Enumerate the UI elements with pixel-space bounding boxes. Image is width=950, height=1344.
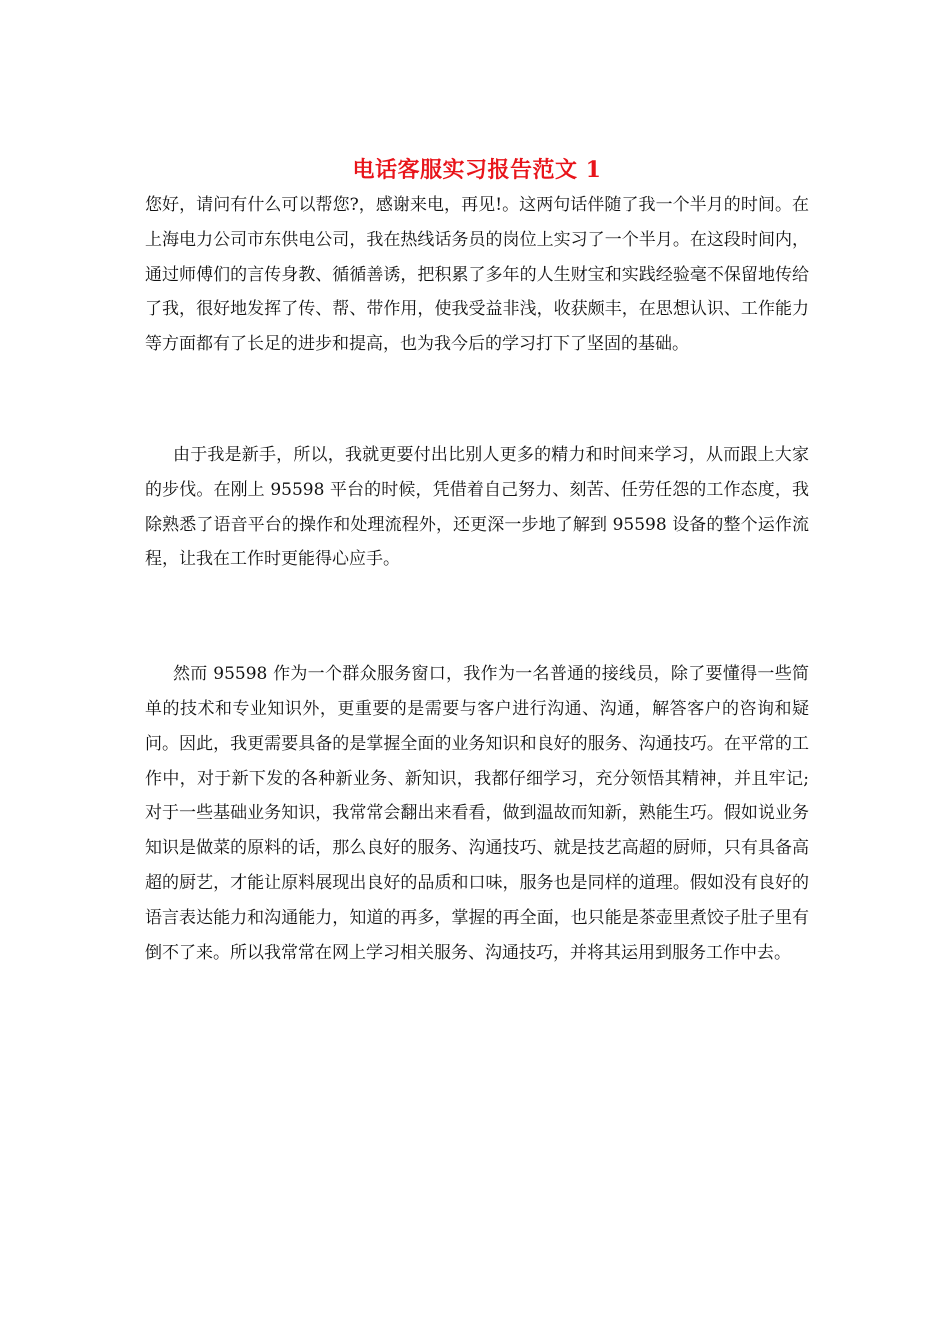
paragraph-spacer [145,362,809,438]
paragraph-3: 然而 95598 作为一个群众服务窗口，我作为一名普通的接线员，除了要懂得一些简单的技术和专业知识外，更重要的是需要与客户进行沟通、沟通，解答客户的咨询和疑问。因此，我更需要具备的是掌握全面的业务知识和良好的服务、沟通技巧。在平常的工作中，对于新下发的各种新业务、新知识，我都仔细学习，充分领悟其精神，并且牢记;对于一些基础业务知识，我常常会翻出来看看，做到温故而知新，熟能生巧。假如说业务知识是做菜的原料的话，那么良好的服务、沟通技巧、就是技艺高超的厨师，只有具备高超的厨艺，才能让原料展现出良好的品质和口味，服务也是同样的道理。假如没有良好的语言表达能力和沟通能力，知道的再多，掌握的再全面，也只能是茶壶里煮饺子肚子里有倒不了来。所以我常常在网上学习相关服务、沟通技巧，并将其运用到服务工作中去。 [145,664,809,963]
paragraph-1: 您好，请问有什么可以帮您?，感谢来电，再见!。这两句话伴随了我一个半月的时间。在上海电力公司市东供电公司，我在热线话务员的岗位上实习了一个半月。在这段时间内，通过师傅们的言传身教、循循善诱，把积累了多年的人生财宝和实践经验毫不保留地传给了我，很好地发挥了传、帮、带作用，使我受益非浅，收获颇丰，在思想认识、工作能力等方面都有了长足的进步和提高，也为我今后的学习打下了坚固的基础。 [145,195,809,355]
paragraph-2: 由于我是新手，所以，我就更要付出比别人更多的精力和时间来学习，从而跟上大家的步伐。在刚上 95598 平台的时候，凭借着自己努力、刻苦、任劳任怨的工作态度，我除熟悉了语音平台的操作和处理流程外，还更深一步地了解到 95598 设备的整个运作流程，让我在工作时更能得心应手。 [145,444,809,570]
paragraph-spacer [145,577,809,657]
document-title: 电话客服实习报告范文 1 [352,157,602,183]
document-body [145,152,809,970]
